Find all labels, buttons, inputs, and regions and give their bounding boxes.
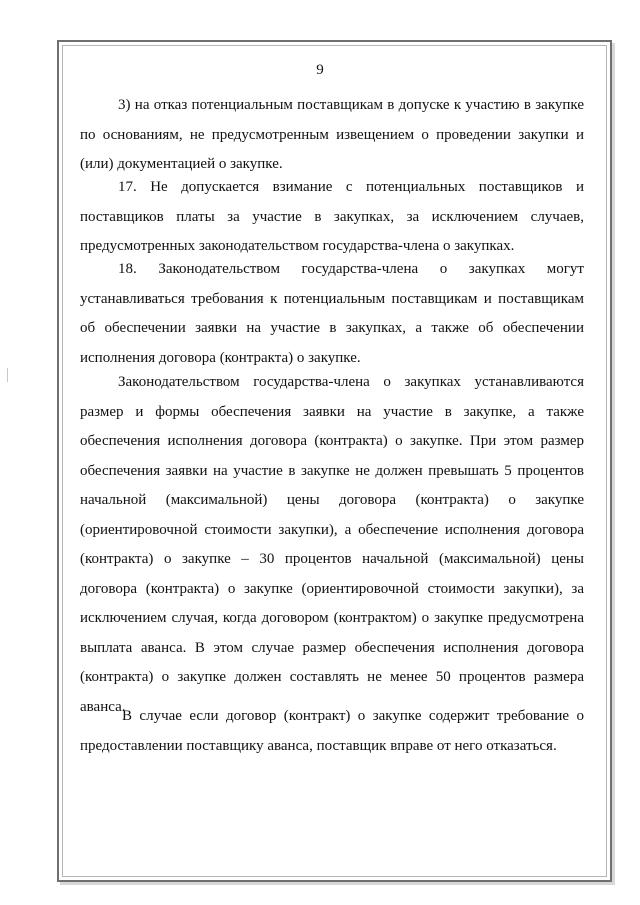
paragraph-item-3	[80, 91, 584, 180]
paragraph-security-size	[80, 368, 584, 722]
paragraph-text: В случае если договор (контракт) о закупке содержит требование о предоставлении поставщику аванса, поставщик вправе от него отказаться.	[80, 708, 584, 754]
paragraph-text: 17. Не допускается взимание с потенциальных поставщиков и поставщиков платы за участие в закупках, за исключением случаев, предусмотренных законодательством государства-члена о закупках.	[80, 179, 584, 254]
paragraph-text: 3) на отказ потенциальным поставщикам в допуске к участию в закупке по основаниям, не предусмотренным извещением о проведении закупки и (или) документацией о закупке.	[80, 97, 584, 172]
paragraph-advance-refusal	[80, 702, 584, 761]
page-number: 9	[316, 62, 324, 78]
paragraph-text: Законодательством государства-члена о закупках устанавливаются размер и формы обеспечения заявки на участие в закупке, а также обеспечения исполнения договора (контракта) о закупке. При этом размер обеспечения заявки на участие в закупке не должен превышать 5 процентов начальной (максимальной) цены договора (контракта) о закупке (ориентировочной стоимости закупки), а обеспечение исполнения договора (контракта) о закупке – 30 процентов начальной (максимальной) цены договора (контракта) о закупке (ориентировочной стоимости закупки), за исключением случая, когда договором (контрактом) о закупке предусмотрена выплата аванса. В этом случае размер обеспечения исполнения договора (контракта) о закупке должен составлять не менее 50 процентов размера аванса.	[80, 374, 584, 715]
paragraph-item-17	[80, 173, 584, 262]
paragraph-item-18	[80, 255, 584, 373]
paragraph-text: 18. Законодательством государства-члена о закупках могут устанавливаться требования к потенциальным поставщикам и поставщикам об обеспечении заявки на участие в закупках, а также об обеспечении исполнения договора (контракта) о закупке.	[80, 261, 584, 366]
scan-margin-mark	[7, 368, 8, 382]
